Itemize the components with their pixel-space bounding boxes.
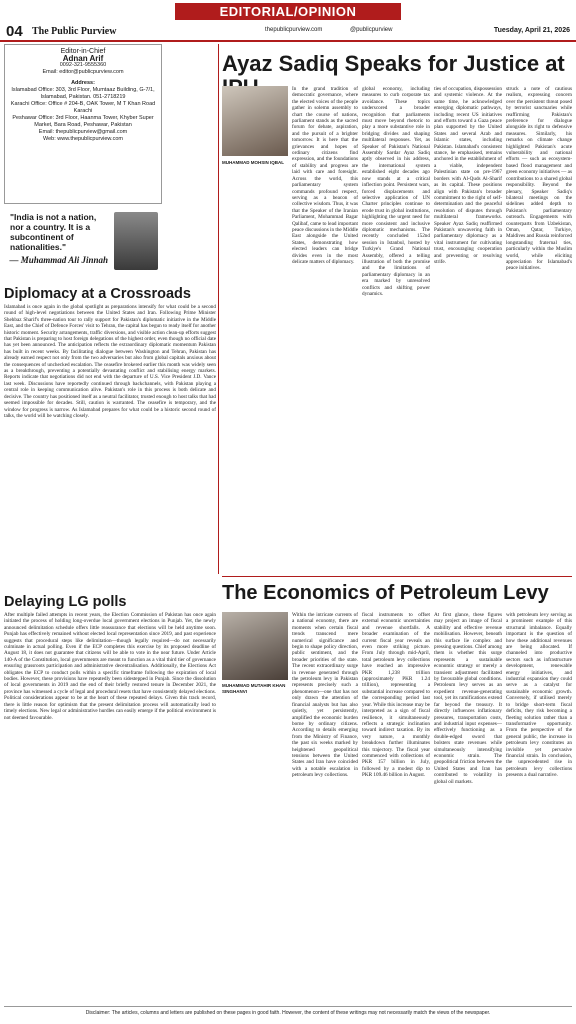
left-column — [4, 44, 162, 280]
article4-col2 — [362, 612, 430, 1000]
article3-col1 — [292, 86, 358, 570]
article3-headline: Ayaz Sadiq Speaks for Justice at — [222, 51, 565, 76]
article1-body — [4, 304, 216, 588]
article3-col3 — [434, 86, 502, 570]
article2-text: After multiple failed attempts in recent years, the Election Commission of Pakistan has once again initiated the process of holding long-overdue local government elections in Punjab. Yet, the newly announced delimitation schedule offers little reassurance that elections will be held anytime soon. Punjab has effectively remained without elected local representation since 2019, and past experience suggests that procedural steps like delimitation—though legally required—do not necessarily culminate in actual polling. Even if the ECP completes this exercise by its proposed deadline of August 18, it does not guarantee that citizens will be able to vote in the near future. Under Article 140-A of the Constitution, local governments are meant to function as a vital third tier of governance ensuring grassroots participation and administrative decentralisation. Additionally, the Elections Act obligates the ECP to conduct polls within a specific timeframe following the expiration of local bodies. However, these provisions have repeatedly been sidestepped in Punjab. Since the dissolution of local governments in 2019 and the end of their briefly restored tenure in December 2021, the province has witnessed a cycle of legal and procedural resets that have consistently delayed elections. Political considerations appear to be at the heart of these repeated delays. Given this track record, there is little reason for optimism that the present delimitation process will automatically lead to timely elections. New legal or administrative hurdles can easily emerge if the political environment is not deemed favourable. — [4, 612, 216, 721]
article4-col1 — [292, 612, 358, 1000]
issue-date: Tuesday, April 21, 2026 — [493, 27, 570, 34]
article3-col3-text: ties of occupation, dispossession and systemic violence. At the same time, he acknowledged emerging diplomatic pathways, including recent US initiatives and efforts toward a Gaza peace plan supported by the United States and several Arab and Islamic states, including Pakistan. Islamabad's consistent stance, he emphasised, remains anchored in the establishment of a viable, independent Palestinian state on pre-1967 borders with Al-Quds Al-Sharif as its capital. These positions align with Pakistan's broader commitment to the right of self-determination and the peaceful resolution of disputes through multilateral frameworks. Speaker Ayaz Sadiq reaffirmed Pakistan's unwavering faith in parliamentary diplomacy as a vital instrument for cultivating trust, encouraging cooperation and preventing or resolving strife. — [434, 86, 502, 265]
article4-col3-text: At first glance, these figures may project an image of fiscal stability and effective revenue mobilisation. However, beneath this surface lie complex and pressing questions. Chief among them is whether this surge represents a sustainable economic strategy or merely a transient adjustment facilitated by favourable global conditions. Petroleum levy serves as an expedient revenue-generating tool, yet its ramifications extend far beyond the treasury. It directly influences inflationary pressures, transportation costs, and industrial input expenses—effectively functioning as a double-edged sword that bolsters state revenues while simultaneously intensifying economic strain. The geopolitical friction between the United States and Iran has contributed to volatility in global oil markets. — [434, 612, 502, 785]
article3-col1-text: In the grand tradition of democratic governance, where the elected voices of the people gather in solemn assembly to chart the course of nations, parliament stands as the sacred forum for debate, aspiration, and the pursuit of a brighter tomorrow. It is here that the grievances and hopes of ordinary citizens find expression, and the foundations of stability and progress are laid with care and foresight. Across the world, this parliamentary system commands profound respect, serving as a beacon of collective wisdom. Thus, it was that the Speaker of the Iranian Parliament, Mohammad Bagar Qalibaf, came to lead important peace discussions in the Middle East alongside the United States, demonstrating how elected leaders can bridge divides even in the most delicate matters of diplomacy. — [292, 86, 358, 265]
jinnah-portrait — [114, 212, 158, 270]
website-link[interactable]: thepublicpurview.com — [265, 27, 323, 33]
masthead-name: Adnan Arif — [62, 54, 104, 63]
masthead-peshawar: Peshawar Office: 3rd Floor, Haanma Tower, Khyber Super Market, Bara Road, Peshawar, Pakistan — [12, 115, 154, 128]
author-caption-mohsin: MUHAMMAD MOHSIN IQBAL — [222, 160, 284, 165]
page-number: 04 — [6, 23, 23, 40]
social-handle[interactable]: @publicpurview — [350, 27, 393, 33]
article2-headline: Delaying LG polls — [4, 594, 127, 610]
author-photo-mutahir — [222, 612, 288, 680]
article4-col4-text: with petroleum levy serving as a prominent example of this structural imbalance. Equally important is the question of how these additional revenues are being allocated. If channeled into productive sectors such as infrastructure development, renewable energy initiatives, and industrial expansion they could serve as a catalyst for sustainable economic growth. Conversely, if utilised merely to bridge short-term fiscal deficits, they risk becoming a fleeting solution rather than a transformative opportunity. From the perspective of the general public, the increase in petroleum levy constitutes an invisible yet pervasive financial strain. In conclusion, the unprecedented rise in petroleum levy collections presents a dual narrative. — [506, 612, 572, 779]
article4-col1-text: Within the intricate currents of a national economy, there are moments when certain fiscal trends transcend mere numerical significance and begin to shape policy direction, public sentiment, and the broader priorities of the state. The recent extraordinary surge in revenue generated through the petroleum levy in Pakistan represents precisely such a phenomenon—one that has not only drawn the attention of financial analysts but has also quietly, yet persistently, amplified the economic burden borne by ordinary citizens. According to details emerging from the Ministry of Finance, the past six weeks marked by heightened geopolitical tensions between the United States and Iran have coincided with a notable escalation in petroleum levy collections. — [292, 612, 358, 779]
quote-text: "India is not a nation, nor a country. It is a subcontinent of nationalities." — [10, 212, 97, 252]
article2-body — [4, 612, 216, 997]
masthead-email[interactable]: Email: editor@publicpurview.com — [42, 69, 124, 75]
masthead-karachi: Karachi Office: Office # 204-B, OAK Tower, M T Khan Road Karachi — [10, 101, 156, 114]
article4-headline: The Economics of Petroleum Levy — [222, 582, 549, 604]
article3-col2-text: global economy, including measures to curb corporate tax avoidance. These topics underscored a broader recognition that parliaments must move beyond rhetoric to play a more substantive role in bridging divides and shaping multilateral responses. Yet, as Speaker of Pakistan's National Assembly Sardar Ayaz Sadiq aptly observed in his address, the international system established eight decades ago now stands at a critical inflection point. Persistent wars, forced displacements and selective application of UN Charter principles continue to erode trust in global institutions, highlighting the urgent need for more consistent and inclusive diplomatic mechanisms. The recently concluded 152nd session in Istanbul, hosted by Turkiye's Grand National Assembly, offered a telling illustration of both the promise and the limitations of parliamentary diplomacy in an era marked by unresolved conflicts and shifting power dynamics. — [362, 86, 430, 297]
section-divider — [222, 576, 572, 577]
author-photo-mohsin — [222, 86, 288, 156]
quote-author: — Muhammad Ali Jinnah — [9, 255, 108, 265]
article4-col2-text: fiscal instruments to offset external economic uncertainties and revenue shortfalls. A broader examination of the current fiscal year reveals an even more striking picture. From July through mid-April, total petroleum levy collections have reached an impressive PKR 1,238 trillion (approximately PKR 1.24 trillion), representing a substantial increase compared to the corresponding period last year. While this increase may be interpreted as a sign of fiscal resilience, it simultaneously reflects a strategic inclination toward indirect taxation. By its very nature, a monthly breakdown further illuminates this trajectory. The fiscal year commenced with collections of PKR 157 billion in July, followed by a modest dip to PKR 109.46 billion in August. — [362, 612, 430, 779]
article3-col4-text: struck a note of cautious realism, expressing concern over the persistent threat posed by terrorist sanctuaries while reaffirming Pakistan's preference for dialogue alongside its right to defensive measures. Similarly, his remarks on climate change highlighted Pakistan's acute vulnerability and national efforts — such as ecosystem-based flood management and green economy initiatives — as contributions to a shared global responsibility. Beyond the plenary, Speaker Sadiq's bilateral meetings on the sidelines added depth to Pakistan's parliamentary outreach. Engagements with counterparts from Uzbekistan, Oman, Qatar, Turkiye, Maldives and Russia reinforced longstanding fraternal ties, particularly within the Muslim world, while eliciting appreciation for Islamabad's peace initiatives. — [506, 86, 572, 272]
author-caption-mutahir: MUHAMMAD MUTAHIR KHAN SINGHANVI — [222, 683, 286, 694]
masthead-email2[interactable]: Email: thepublicpurview@gmail.com — [38, 129, 128, 135]
masthead-role: Editor-in-Chief — [60, 48, 106, 55]
article4-col4 — [506, 612, 572, 1000]
quote-box — [4, 212, 162, 282]
masthead-phone: 0092-321-9555360 — [59, 62, 107, 68]
article1-text: Islamabad is once again in the global spotlight as preparations intensify for what could be a second round of high-level negotiations between the United States and Iran. Following Prime Minister Shehbaz Sharif's three-nation tour to rally support for Pakistan's diplomatic initiative in the Middle East, and the Chief of Defence Forces' visit to Tehran, the capital has begun to ready itself for another historic moment. Security arrangements, traffic diversions, and visible action clean-up efforts suggest that Pakistan is preparing to host foreign delegations of the highest order, even though no official date has yet been announced. The anticipation reflects the extraordinary diplomatic momentum Pakistan has built in recent weeks. By facilitating dialogue between Washington and Tehran, Pakistan has already earned respect not only from the two adversaries but also from global capitals anxious about the consequences of unchecked escalation. The ceasefire brokered earlier this month was widely seen as a breakthrough, preventing a potentially devastating conflict and stabilising energy markets. Reports indicate that negotiations did not end with the departure of U.S. Vice President J.D. Vance last week. Discussions have reportedly continued through backchannels, with Pakistan playing a central role in keeping communication alive. Pakistan's role in this process is both delicate and decisive. The country has positioned itself as a neutral facilitator, trusted enough to host talks that had seemed impossible for decades. Still, caution is warranted. The ceasefire is temporary, and the window for progress is narrow. As Islamabad prepares for what could be a historic second round of talks, the world will be watching closely. — [4, 304, 216, 419]
column-divider — [218, 44, 219, 574]
masthead-islamabad: Islamabad Office: 303, 3rd Floor, Mumtaaz Building, G-7/1, Islamabad, Pakistan. 051-2718219 — [11, 87, 155, 100]
article1-headline: Diplomacy at a Crossroads — [4, 286, 191, 302]
masthead-address-label: Address: — [71, 80, 95, 86]
section-banner: EDITORIAL/OPINION — [175, 3, 401, 20]
article4-col3 — [434, 612, 502, 1000]
header-rule — [0, 40, 576, 42]
page-header — [0, 0, 576, 42]
paper-name: The Public Purview — [32, 26, 117, 37]
article3-col4 — [506, 86, 572, 570]
masthead-box — [4, 44, 162, 204]
page-disclaimer: Disclaimer: The articles, columns and letters are published on these pages in good faith. However, the content of these writings may not necessarily match the views of the newspaper. — [4, 1006, 572, 1016]
masthead-web[interactable]: Web: www.thepublicpurview.com — [43, 136, 123, 142]
article3-col2 — [362, 86, 430, 570]
